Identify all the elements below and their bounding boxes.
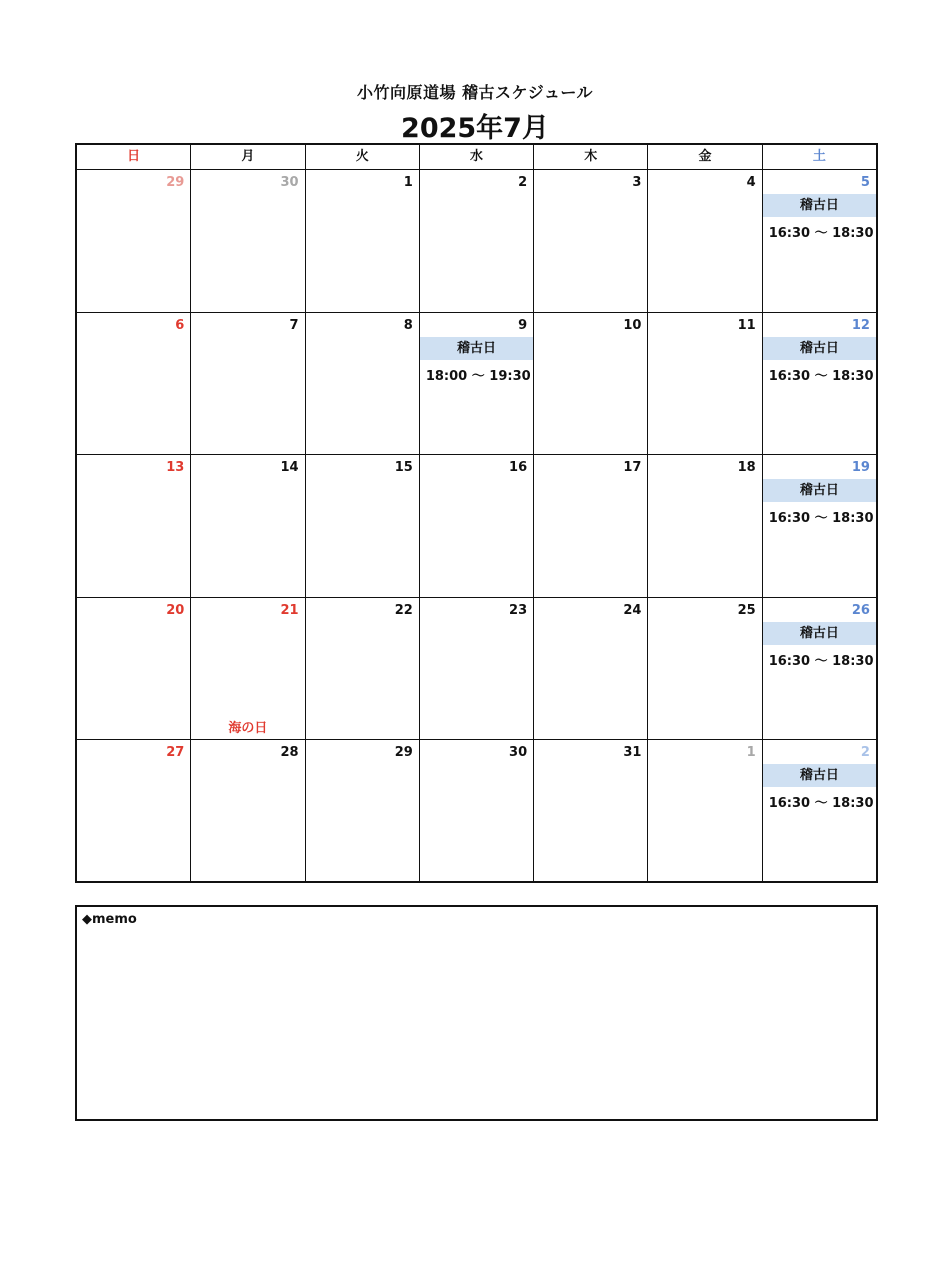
- day-number: 11: [737, 317, 756, 333]
- day-number: 7: [289, 317, 299, 333]
- calendar-day-cell: [306, 740, 420, 883]
- day-number: 23: [509, 602, 528, 618]
- calendar-day-cell: [420, 740, 534, 883]
- calendar-day-cell: [763, 740, 876, 883]
- calendar-day-cell: [763, 313, 876, 455]
- calendar-week-row: [77, 313, 876, 456]
- calendar-day-cell: [306, 455, 420, 597]
- weekday-friday: 金: [648, 145, 762, 169]
- day-number: 30: [280, 175, 299, 190]
- practice-day-label: 稽古日: [763, 194, 876, 217]
- day-number: 2: [860, 745, 870, 761]
- day-number: 22: [394, 602, 413, 618]
- calendar-day-cell: [77, 740, 191, 883]
- calendar-day-cell: [763, 598, 876, 740]
- calendar-day-cell: [420, 170, 534, 312]
- day-number: 25: [737, 602, 756, 618]
- day-number: 18: [737, 460, 756, 476]
- day-number: 2: [518, 175, 528, 190]
- calendar-day-cell: [420, 455, 534, 597]
- page-title: 2025年7月: [401, 113, 549, 144]
- day-number: 16: [509, 460, 528, 476]
- dojo-subtitle: 小竹向原道場 稽古スケジュール: [356, 83, 594, 102]
- memo-label: ◆memo: [82, 912, 137, 927]
- calendar-day-cell: [306, 313, 420, 455]
- weekday-saturday: 土: [812, 149, 826, 164]
- calendar-day-cell: [306, 598, 420, 740]
- day-number: 26: [851, 602, 870, 618]
- day-number: 6: [175, 317, 185, 333]
- calendar-day-cell: [191, 455, 305, 597]
- calendar-day-cell: [420, 598, 534, 740]
- day-number: 15: [394, 460, 413, 476]
- calendar-day-cell: [77, 313, 191, 455]
- calendar-day-cell: [77, 170, 191, 312]
- day-number: 29: [166, 175, 185, 190]
- calendar-day-cell: [648, 740, 762, 883]
- practice-day-label: 稽古日: [763, 764, 876, 787]
- day-number: 3: [632, 175, 642, 190]
- calendar-day-cell: [77, 598, 191, 740]
- practice-time: 16:30 〜 18:30: [768, 368, 874, 384]
- practice-day-label: 稽古日: [763, 337, 876, 360]
- calendar-day-cell: [306, 170, 420, 312]
- calendar-day-cell: [534, 598, 648, 740]
- calendar-week-row: [77, 740, 876, 883]
- day-number: 14: [280, 460, 299, 476]
- memo-box: [75, 905, 878, 1121]
- day-number: 1: [403, 175, 413, 190]
- practice-day-label: 稽古日: [763, 479, 876, 502]
- weekday-header-row: [77, 145, 876, 170]
- calendar-day-cell: [534, 313, 648, 455]
- practice-day-label: 稽古日: [763, 622, 876, 645]
- calendar-week-row: [77, 455, 876, 598]
- calendar-day-cell: [648, 313, 762, 455]
- day-number: 27: [166, 745, 185, 761]
- practice-time: 16:30 〜 18:30: [768, 226, 874, 241]
- day-number: 28: [280, 745, 299, 761]
- day-number: 5: [860, 175, 870, 190]
- day-number: 17: [623, 460, 642, 476]
- calendar-day-cell: [191, 598, 305, 740]
- day-number: 13: [166, 460, 185, 476]
- calendar-day-cell: [420, 313, 534, 455]
- calendar-grid: [75, 143, 878, 883]
- day-number: 30: [509, 745, 528, 761]
- calendar-day-cell: [648, 455, 762, 597]
- weekday-wednesday: 水: [420, 145, 534, 169]
- day-number: 24: [623, 602, 642, 618]
- day-number: 9: [518, 317, 528, 333]
- day-number: 19: [851, 460, 870, 476]
- day-number: 20: [166, 602, 185, 618]
- day-number: 4: [746, 175, 756, 190]
- calendar-day-cell: [191, 170, 305, 312]
- weekday-thursday: 木: [534, 145, 648, 169]
- calendar-week-row: [77, 170, 876, 313]
- weekday-monday: 月: [191, 145, 305, 169]
- calendar-day-cell: [191, 740, 305, 883]
- practice-time: 18:00 〜 19:30: [425, 368, 531, 384]
- day-number: 12: [851, 317, 870, 333]
- day-number: 29: [394, 745, 413, 761]
- day-number: 8: [403, 317, 413, 333]
- practice-time: 16:30 〜 18:30: [768, 796, 874, 812]
- practice-time: 16:30 〜 18:30: [768, 511, 874, 527]
- calendar-day-cell: [648, 598, 762, 740]
- day-number: 1: [746, 745, 756, 761]
- calendar-day-cell: [763, 455, 876, 597]
- day-number: 31: [623, 745, 642, 761]
- calendar-day-cell: [534, 455, 648, 597]
- practice-day-label: 稽古日: [420, 337, 533, 360]
- calendar-day-cell: [534, 170, 648, 312]
- weekday-sunday: 日: [77, 145, 191, 169]
- day-number: 10: [623, 317, 642, 333]
- calendar-day-cell: [191, 313, 305, 455]
- calendar-day-cell: [534, 740, 648, 883]
- practice-time: 16:30 〜 18:30: [768, 653, 874, 669]
- weekday-tuesday: 火: [306, 145, 420, 169]
- holiday-label: 海の日: [228, 721, 268, 737]
- calendar-day-cell: [77, 455, 191, 597]
- weeks-container: [77, 170, 876, 883]
- day-number: 21: [280, 602, 299, 618]
- calendar-day-cell: [648, 170, 762, 312]
- calendar-day-cell: [763, 170, 876, 312]
- calendar-week-row: [77, 598, 876, 741]
